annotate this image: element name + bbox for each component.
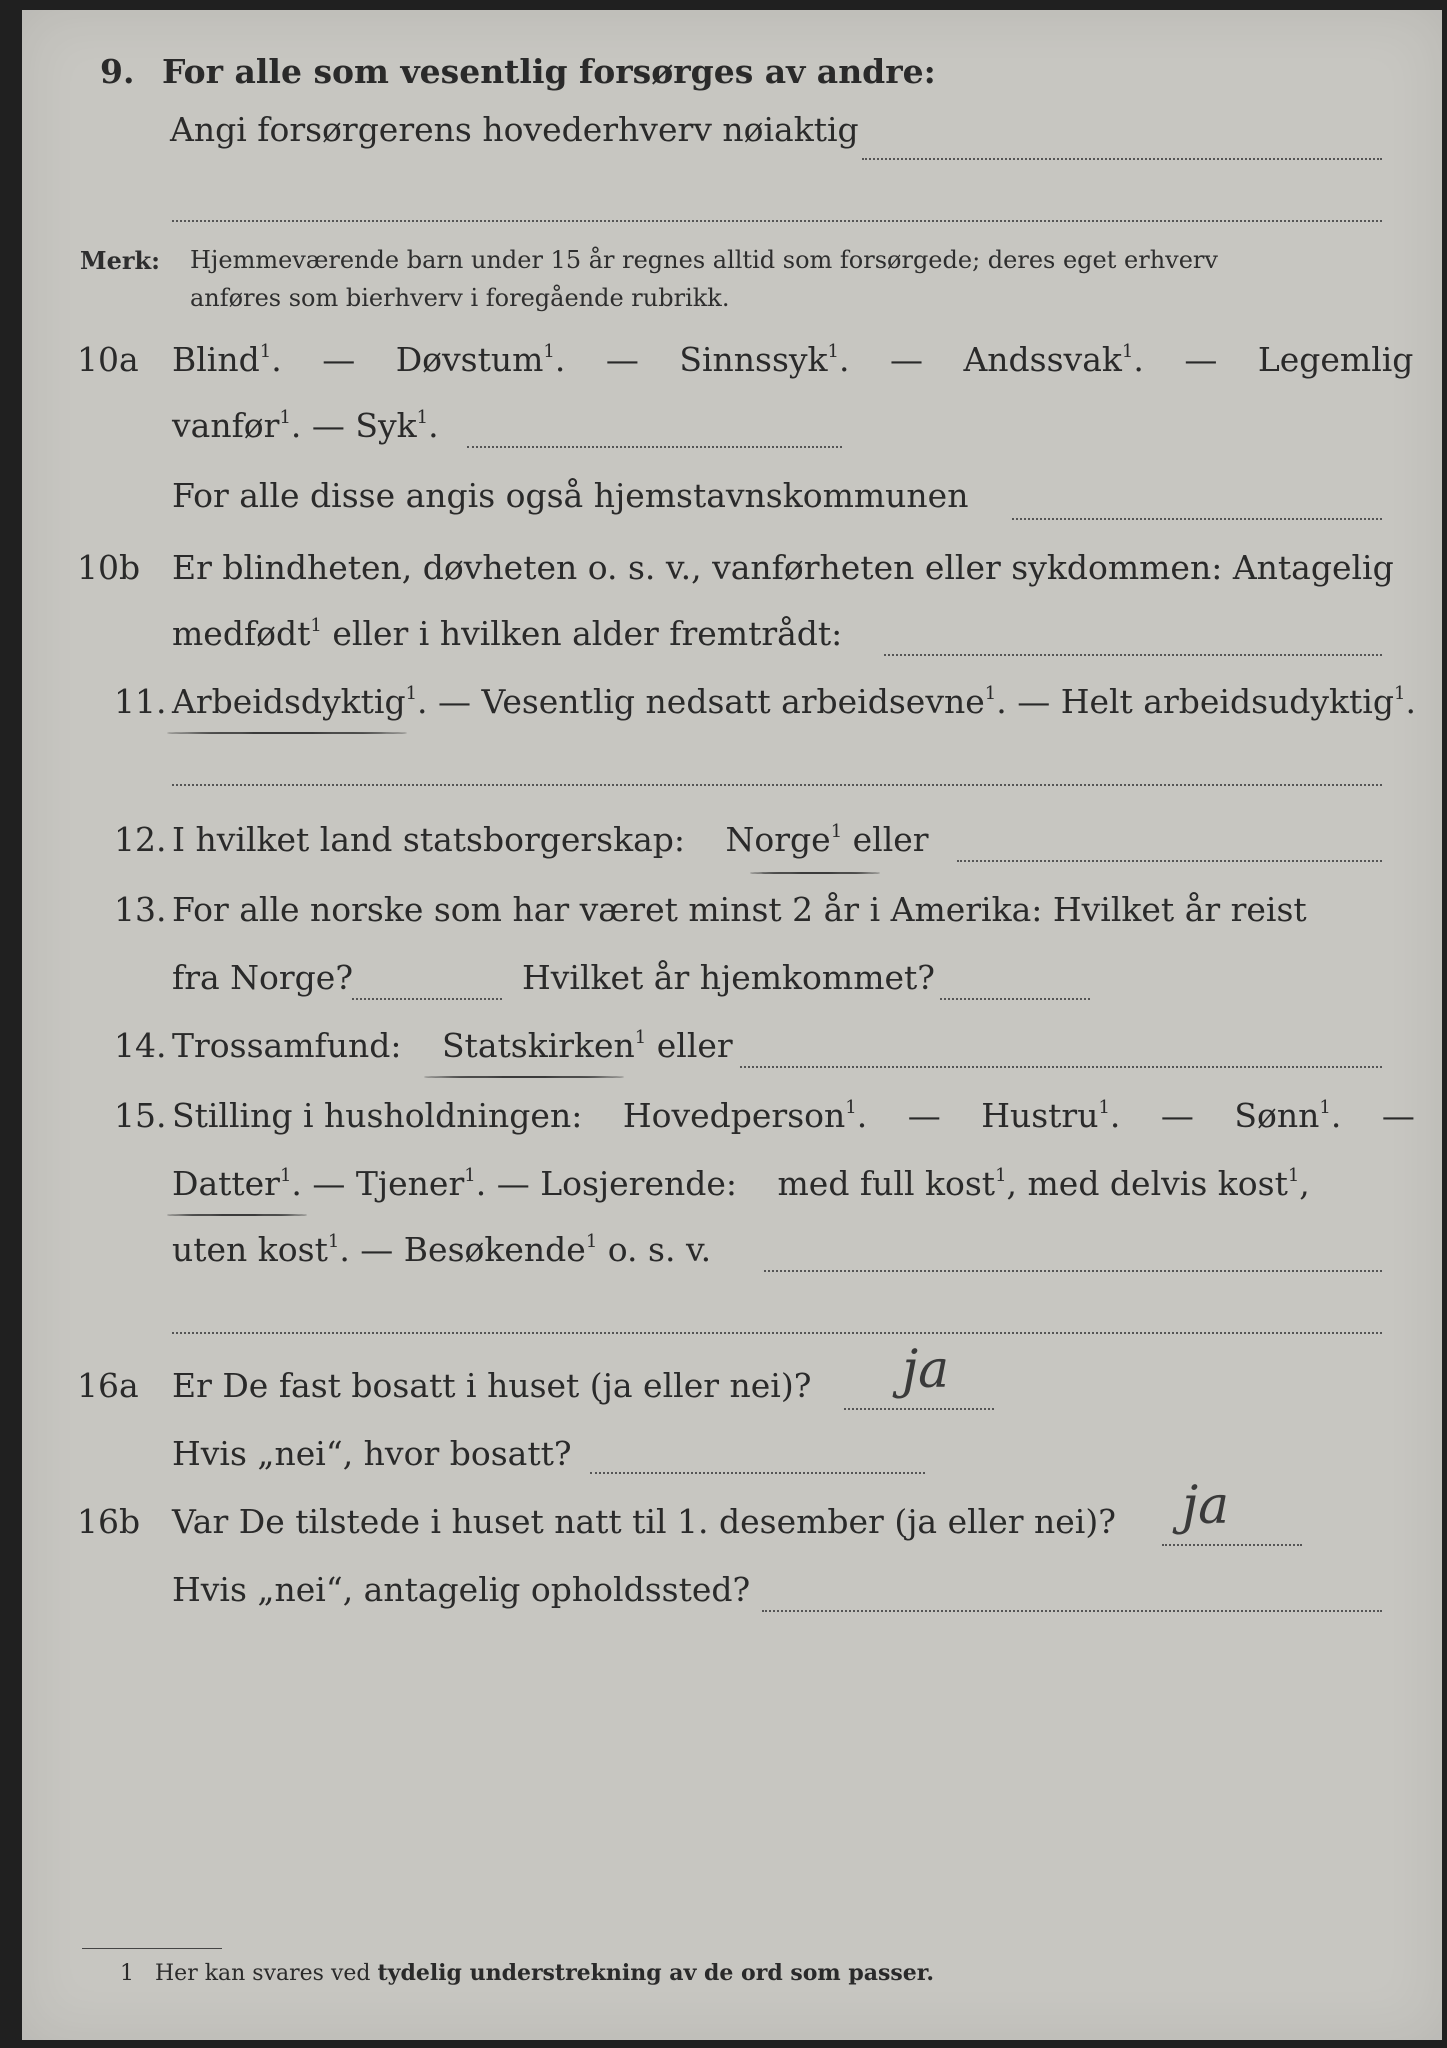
q13-reist-line[interactable] bbox=[352, 998, 502, 1000]
q10a-opt-vanfor[interactable]: vanfør bbox=[172, 406, 280, 445]
q15-underline-mark bbox=[167, 1214, 307, 1216]
q15-answer-line-2[interactable] bbox=[172, 1332, 1382, 1334]
q10a-line-1: Blind$^1$. — Døvstum$^1$. — Sinnssyk$^1$. — Andssvak$^1$. — Legemlig bbox=[172, 340, 1414, 379]
q15-opt-sonn[interactable]: Sønn bbox=[1234, 1096, 1320, 1135]
q15-opt-hovedperson[interactable]: Hovedperson bbox=[622, 1096, 846, 1135]
q13-line-2a: fra Norge? bbox=[172, 958, 354, 997]
q15-number: 15. bbox=[114, 1096, 167, 1135]
q9-prompt: Angi forsørgerens hovederhverv nøiaktig bbox=[170, 110, 859, 149]
q13-number: 13. bbox=[114, 890, 167, 929]
q11-number: 11. bbox=[114, 682, 167, 721]
q12-number: 12. bbox=[114, 820, 167, 859]
q14-number: 14. bbox=[114, 1026, 167, 1065]
q10b-answer-line[interactable] bbox=[884, 654, 1382, 656]
q10b-opt-medfodt[interactable]: medfødt bbox=[172, 614, 311, 653]
q15-line-1: Stilling i husholdningen: Hovedperson$^1$. — Hustru$^1$. — Sønn$^1$. — bbox=[172, 1096, 1415, 1135]
q10a-answer-line[interactable] bbox=[467, 446, 842, 448]
q11-opt-arbeidsdyktig[interactable]: Arbeidsdyktig bbox=[172, 682, 406, 721]
q16a-number: 16a bbox=[77, 1366, 139, 1405]
q15-opt-tjener[interactable]: Tjener bbox=[355, 1164, 465, 1203]
q10a-number: 10a bbox=[77, 340, 139, 379]
q16b-number: 16b bbox=[77, 1502, 141, 1541]
q12-line: I hvilket land statsborgerskap: Norge$^1$ eller bbox=[172, 820, 929, 859]
q11-underline-mark bbox=[167, 732, 407, 734]
q11-opt-udyktig[interactable]: Helt arbeidsudyktig bbox=[1060, 682, 1394, 721]
q12-underline-mark bbox=[750, 872, 880, 874]
q12-opt-norge[interactable]: Norge bbox=[725, 820, 831, 859]
q11-opt-nedsatt[interactable]: Vesentlig nedsatt arbeidsevne bbox=[481, 682, 985, 721]
q15-opt-datter[interactable]: Datter bbox=[172, 1164, 280, 1203]
q10a-opt-sinnssyk[interactable]: Sinnssyk bbox=[679, 340, 828, 379]
q14-answer-line[interactable] bbox=[740, 1066, 1382, 1068]
q13-hjemkommet-line[interactable] bbox=[940, 998, 1090, 1000]
footnote: 1 Her kan svares ved tydelig understrekning av de ord som passer. bbox=[120, 1960, 934, 1986]
q16b-handwritten-answer: ja bbox=[1182, 1476, 1230, 1536]
merk-label: Merk: bbox=[80, 246, 160, 275]
q10a-hjemstavn-line[interactable] bbox=[1012, 518, 1382, 520]
q10a-opt-blind[interactable]: Blind bbox=[172, 340, 260, 379]
q9-answer-line-2[interactable] bbox=[172, 220, 1382, 222]
q10a-opt-legemlig[interactable]: Legemlig bbox=[1257, 340, 1414, 379]
q15-opt-hustru[interactable]: Hustru bbox=[981, 1096, 1099, 1135]
q12-answer-line[interactable] bbox=[957, 860, 1382, 862]
q11-answer-line[interactable] bbox=[172, 784, 1382, 786]
q10a-opt-dovstum[interactable]: Døvstum bbox=[395, 340, 544, 379]
merk-line-2: anføres som bierhverv i foregående rubrikk. bbox=[190, 284, 730, 312]
q9-number: 9. bbox=[100, 52, 135, 91]
q16b-line-2: Hvis „nei“, antagelig opholdssted? bbox=[172, 1570, 751, 1609]
q10a-opt-andssvak[interactable]: Andssvak bbox=[963, 340, 1122, 379]
q9-title: For alle som vesentlig forsørges av andre: bbox=[162, 52, 936, 91]
q16b-answer-line[interactable] bbox=[1162, 1544, 1302, 1546]
q15-line-3: uten kost$^1$. — Besøkende$^1$ o. s. v. bbox=[172, 1230, 712, 1269]
q11-options: Arbeidsdyktig$^1$. — Vesentlig nedsatt arbeidsevne$^1$. — Helt arbeidsudyktig$^1$. bbox=[172, 682, 1416, 721]
q16b-line-1: Var De tilstede i huset natt til 1. desember (ja eller nei)? bbox=[172, 1502, 1116, 1541]
q15-line-2: Datter$^1$. — Tjener$^1$. — Losjerende: med full kost$^1$, med delvis kost$^1$, bbox=[172, 1164, 1310, 1203]
q16a-bosatt-line[interactable] bbox=[590, 1472, 925, 1474]
merk-line-1: Hjemmeværende barn under 15 år regnes alltid som forsørgede; deres eget erhverv bbox=[190, 246, 1218, 274]
q10b-line-2: medfødt$^1$ eller i hvilken alder fremtrådt: bbox=[172, 614, 843, 653]
q10a-line-3: For alle disse angis også hjemstavnskommunen bbox=[172, 476, 969, 515]
q15-opt-besokende[interactable]: Besøkende bbox=[403, 1230, 586, 1269]
q10a-opt-syk[interactable]: Syk bbox=[355, 406, 417, 445]
q16b-opholdssted-line[interactable] bbox=[762, 1610, 1382, 1612]
q10a-line-2: vanfør$^1$. — Syk$^1$. bbox=[172, 406, 439, 445]
q16a-line-2: Hvis „nei“, hvor bosatt? bbox=[172, 1434, 572, 1473]
q15-opt-full-kost[interactable]: med full kost bbox=[777, 1164, 996, 1203]
q14-underline-mark bbox=[424, 1076, 624, 1078]
q10b-number: 10b bbox=[77, 548, 141, 587]
q15-opt-uten-kost[interactable]: uten kost bbox=[172, 1230, 328, 1269]
footnote-marker: 1 bbox=[120, 1961, 134, 1986]
q13-line-1: For alle norske som har været minst 2 år i Amerika: Hvilket år reist bbox=[172, 890, 1307, 929]
q13-line-2b: Hvilket år hjemkommet? bbox=[522, 958, 935, 997]
footnote-rule bbox=[82, 1948, 222, 1949]
q16a-answer-line[interactable] bbox=[844, 1408, 994, 1410]
q9-answer-line[interactable] bbox=[862, 158, 1382, 160]
q15-opt-delvis-kost[interactable]: med delvis kost bbox=[1027, 1164, 1288, 1203]
q14-opt-statskirken[interactable]: Statskirken bbox=[441, 1026, 635, 1065]
q15-answer-line[interactable] bbox=[764, 1270, 1382, 1272]
q14-line: Trossamfund: Statskirken$^1$ eller bbox=[172, 1026, 733, 1065]
q16a-handwritten-answer: ja bbox=[902, 1340, 950, 1400]
q16a-line-1: Er De fast bosatt i huset (ja eller nei)? bbox=[172, 1366, 812, 1405]
census-form-page bbox=[22, 10, 1442, 2040]
q10b-line-1: Er blindheten, døvheten o. s. v., vanførheten eller sykdommen: Antagelig bbox=[172, 548, 1394, 587]
